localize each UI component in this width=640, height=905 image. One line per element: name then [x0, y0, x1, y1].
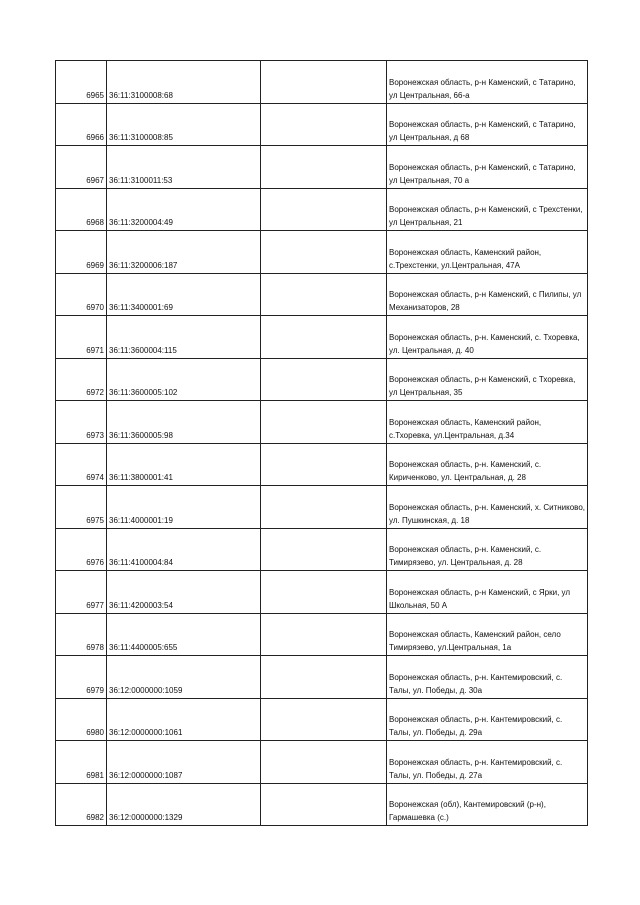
empty-cell [261, 231, 387, 274]
table-row [56, 528, 588, 571]
table-row [56, 741, 588, 784]
address-cell: Воронежская область, р-н Каменский, с Тхоревка, ул Центральная, 35 [387, 358, 588, 401]
cadastral-number-cell: 36:12:0000000:1087 [107, 741, 261, 784]
cadastral-number-cell: 36:11:4000001:19 [107, 486, 261, 529]
cadastral-number-cell: 36:11:3600004:115 [107, 316, 261, 359]
table-row [56, 231, 588, 274]
row-number-cell: 6976 [56, 528, 107, 571]
cadastral-number-cell: 36:12:0000000:1061 [107, 698, 261, 741]
empty-cell [261, 528, 387, 571]
address-cell: Воронежская область, р-н. Кантемировский, с. Талы, ул. Победы, д. 30а [387, 656, 588, 699]
table-row [56, 571, 588, 614]
empty-cell [261, 103, 387, 146]
row-number-cell: 6970 [56, 273, 107, 316]
table-row [56, 783, 588, 826]
empty-cell [261, 698, 387, 741]
row-number-cell: 6968 [56, 188, 107, 231]
table-row [56, 273, 588, 316]
registry-body [56, 61, 588, 826]
cadastral-number-cell: 36:11:3600005:98 [107, 401, 261, 444]
table-row [56, 316, 588, 359]
property-registry-table [55, 60, 588, 826]
empty-cell [261, 571, 387, 614]
address-cell: Воронежская область, Каменский район, с.Тхоревка, ул.Центральная, д.34 [387, 401, 588, 444]
row-number-cell: 6969 [56, 231, 107, 274]
address-cell: Воронежская область, р-н Каменский, с Татарино, ул Центральная, д 68 [387, 103, 588, 146]
address-cell: Воронежская область, Каменский район, село Тимирязево, ул.Центральная, 1а [387, 613, 588, 656]
address-cell: Воронежская область, р-н. Каменский, с. Тхоревка, ул. Центральная, д. 40 [387, 316, 588, 359]
table-row [56, 358, 588, 401]
cadastral-number-cell: 36:11:3800001:41 [107, 443, 261, 486]
empty-cell [261, 443, 387, 486]
address-cell: Воронежская область, р-н Каменский, с Пилипы, ул Механизаторов, 28 [387, 273, 588, 316]
cadastral-number-cell: 36:11:4200003:54 [107, 571, 261, 614]
table-row [56, 656, 588, 699]
row-number-cell: 6965 [56, 61, 107, 104]
row-number-cell: 6972 [56, 358, 107, 401]
empty-cell [261, 783, 387, 826]
address-cell: Воронежская область, р-н Каменский, с Татарино, ул Центральная, 66-а [387, 61, 588, 104]
cadastral-number-cell: 36:12:0000000:1059 [107, 656, 261, 699]
address-cell: Воронежская область, р-н Каменский, с Ярки, ул Школьная, 50 А [387, 571, 588, 614]
empty-cell [261, 486, 387, 529]
cadastral-number-cell: 36:11:3600005:102 [107, 358, 261, 401]
row-number-cell: 6967 [56, 146, 107, 189]
empty-cell [261, 741, 387, 784]
table-row [56, 401, 588, 444]
table-row [56, 486, 588, 529]
table-row [56, 146, 588, 189]
row-number-cell: 6973 [56, 401, 107, 444]
row-number-cell: 6979 [56, 656, 107, 699]
address-cell: Воронежская область, р-н. Кантемировский, с. Талы, ул. Победы, д. 27а [387, 741, 588, 784]
empty-cell [261, 613, 387, 656]
empty-cell [261, 146, 387, 189]
row-number-cell: 6977 [56, 571, 107, 614]
table-row [56, 61, 588, 104]
address-cell: Воронежская область, р-н Каменский, с Татарино, ул Центральная, 70 а [387, 146, 588, 189]
table-row [56, 103, 588, 146]
row-number-cell: 6982 [56, 783, 107, 826]
cadastral-number-cell: 36:11:3100008:68 [107, 61, 261, 104]
cadastral-number-cell: 36:11:3100011:53 [107, 146, 261, 189]
empty-cell [261, 188, 387, 231]
empty-cell [261, 401, 387, 444]
cadastral-number-cell: 36:12:0000000:1329 [107, 783, 261, 826]
row-number-cell: 6980 [56, 698, 107, 741]
cadastral-number-cell: 36:11:3200004:49 [107, 188, 261, 231]
cadastral-number-cell: 36:11:3200006:187 [107, 231, 261, 274]
cadastral-number-cell: 36:11:4100004:84 [107, 528, 261, 571]
empty-cell [261, 61, 387, 104]
row-number-cell: 6981 [56, 741, 107, 784]
address-cell: Воронежская область, р-н. Каменский, с. Кириченково, ул. Центральная, д. 28 [387, 443, 588, 486]
empty-cell [261, 656, 387, 699]
cadastral-number-cell: 36:11:3100008:85 [107, 103, 261, 146]
row-number-cell: 6971 [56, 316, 107, 359]
table-row [56, 613, 588, 656]
table-row [56, 698, 588, 741]
cadastral-number-cell: 36:11:3400001:69 [107, 273, 261, 316]
address-cell: Воронежская (обл), Кантемировский (р-н), Гармашевка (с.) [387, 783, 588, 826]
row-number-cell: 6978 [56, 613, 107, 656]
cadastral-number-cell: 36:11:4400005:655 [107, 613, 261, 656]
address-cell: Воронежская область, р-н Каменский, с Трехстенки, ул Центральная, 21 [387, 188, 588, 231]
row-number-cell: 6975 [56, 486, 107, 529]
empty-cell [261, 358, 387, 401]
empty-cell [261, 273, 387, 316]
table-row [56, 188, 588, 231]
address-cell: Воронежская область, р-н. Каменский, х. Ситниково, ул. Пушкинская, д. 18 [387, 486, 588, 529]
empty-cell [261, 316, 387, 359]
row-number-cell: 6966 [56, 103, 107, 146]
address-cell: Воронежская область, р-н. Кантемировский, с. Талы, ул. Победы, д. 29а [387, 698, 588, 741]
row-number-cell: 6974 [56, 443, 107, 486]
table-row [56, 443, 588, 486]
address-cell: Воронежская область, р-н. Каменский, с. Тимирязево, ул. Центральная, д. 28 [387, 528, 588, 571]
address-cell: Воронежская область, Каменский район, с.Трехстенки, ул.Центральная, 47А [387, 231, 588, 274]
